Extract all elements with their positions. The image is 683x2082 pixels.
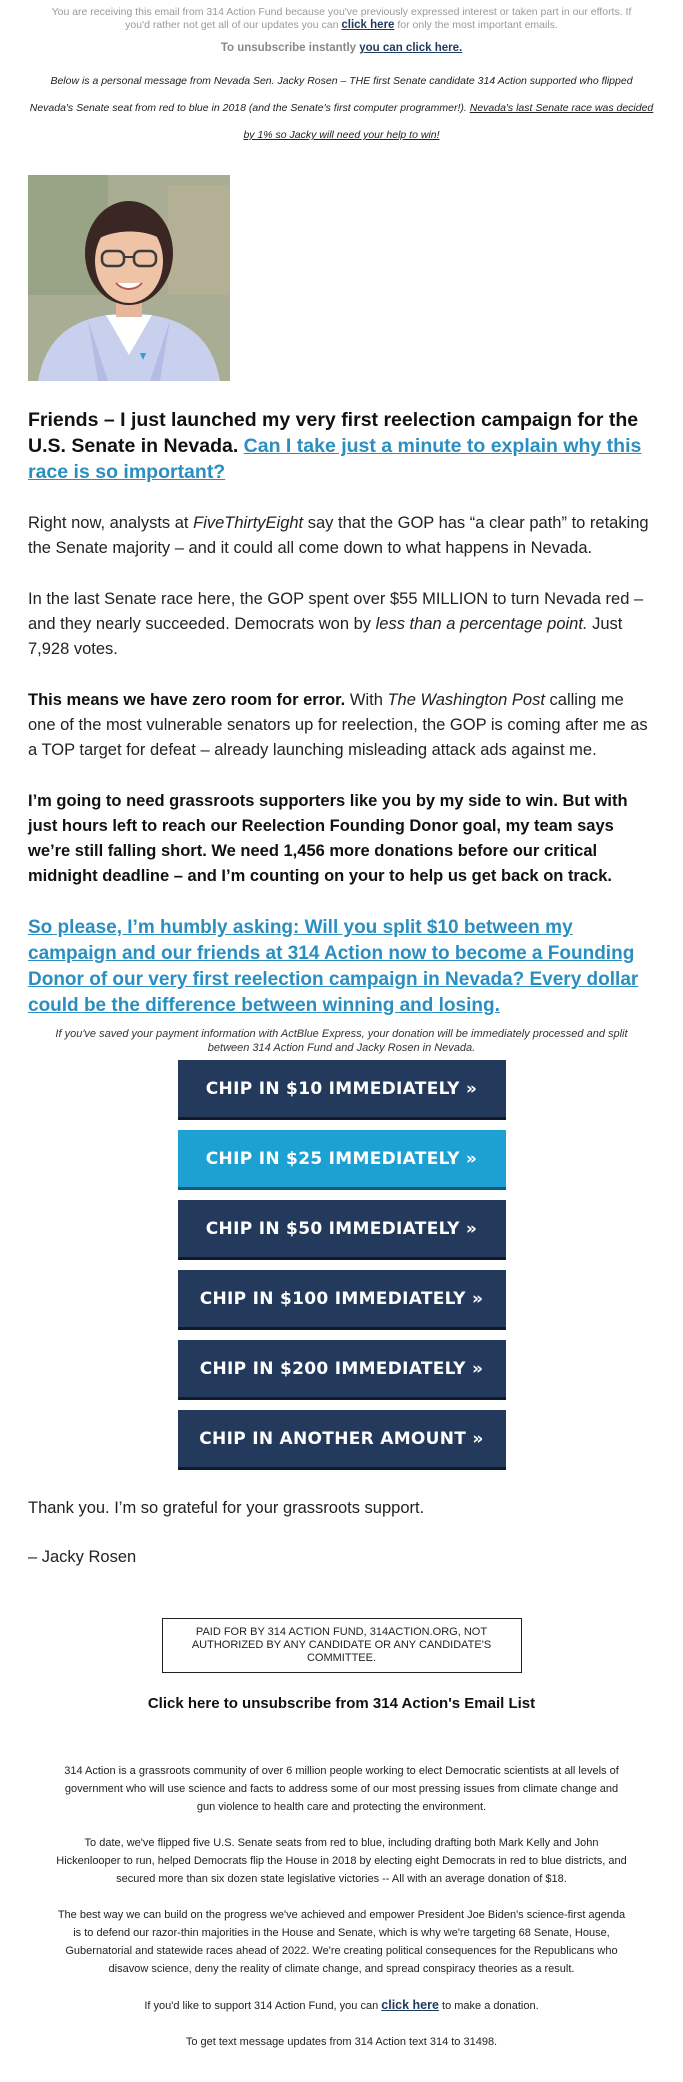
unsubscribe-link[interactable]: you can click here.	[359, 42, 463, 54]
intro-message	[0, 68, 683, 149]
important-emails-link[interactable]: click here	[341, 19, 395, 31]
footer-plan: The best way we can build on the progress we've achieved and empower President Joe Biden's science-first agenda is to defend our razor-thin majorities in the House and Senate, which is why we're targeting 68 Senate, House, Gubernatorial and statewide races ahead of 2022. We're creating political consequences for the Republicans who disavow science, deny the reality of climate change, and spread conspiracy theories as a result.	[57, 1909, 626, 1975]
lead-paragraph	[28, 407, 655, 485]
chip-in-50-button[interactable]: CHIP IN $50 IMMEDIATELY »	[178, 1200, 506, 1260]
footer-support-text-a: If you'd like to support 314 Action Fund, you can	[144, 2000, 379, 2012]
donation-buttons	[0, 1060, 683, 1470]
footer-support-text-b: to make a donation.	[442, 2000, 539, 2012]
notice-suffix: for only the most important emails.	[397, 19, 558, 31]
p3-emphasis: less than a percentage point.	[375, 615, 588, 633]
p3-text-b: Just 7,928 votes.	[28, 615, 623, 658]
chip-in-other-button[interactable]: CHIP IN ANOTHER AMOUNT »	[178, 1410, 506, 1470]
signature: – Jacky Rosen	[28, 1548, 137, 1566]
p2-emphasis: FiveThirtyEight	[193, 514, 304, 532]
lead-bold: Friends – I just launched my very first reelection campaign for the U.S. Senate in Nevada.	[28, 409, 639, 457]
p2-text-a: Right now, analysts at	[28, 514, 189, 532]
lead-link[interactable]: Can I take just a minute to explain why this race is so important?	[28, 435, 642, 483]
paragraph-grassroots: I’m going to need grassroots supporters like you by my side to win. But with just hours left to reach our Reelection Founding Donor goal, my team says we’re still falling short. We need 1,456 more donations before our critical midnight deadline – and I’m counting on your to help us get back on track.	[28, 792, 628, 885]
subscription-notice	[0, 0, 683, 32]
notice-text: You are receiving this email from 314 Action Fund because you've previously expressed interest or taken part in our efforts. If you'd rather not get all of our updates you can	[51, 6, 632, 31]
chip-in-10-button[interactable]: CHIP IN $10 IMMEDIATELY »	[178, 1060, 506, 1120]
message-content	[0, 407, 683, 1019]
footer-text-updates: To get text message updates from 314 Action text 314 to 31498.	[185, 2036, 498, 2048]
footer-support	[56, 1996, 627, 2015]
p4-emphasis: The Washington Post	[387, 691, 545, 709]
intro-text: Below is a personal message from Nevada Sen. Jacky Rosen – THE first Senate candidate 314 Action supported who flipped Nevada's Senate seat from red to blue in 2018 (and the Senate's first computer programmer!).	[29, 75, 633, 114]
p4-text-a: With	[349, 691, 383, 709]
intro-link[interactable]: Nevada's last Senate race was decided by 1% so Jacky will need your help to win!	[243, 102, 654, 141]
p3-text-a: In the last Senate race here, the GOP spent over $55 MILLION to turn Nevada red – and they nearly succeeded. Democrats won by	[28, 590, 644, 633]
chip-in-200-button[interactable]: CHIP IN $200 IMMEDIATELY »	[178, 1340, 506, 1400]
paragraph-analysts	[28, 511, 655, 561]
candidate-photo	[28, 175, 230, 381]
p4-bold: This means we have zero room for error.	[28, 691, 346, 709]
chip-in-100-button[interactable]: CHIP IN $100 IMMEDIATELY »	[178, 1270, 506, 1330]
portrait-illustration	[28, 175, 230, 381]
unsubscribe-list-link[interactable]: Click here to unsubscribe from 314 Action's Email List	[147, 1695, 536, 1712]
chip-in-25-button[interactable]: CHIP IN $25 IMMEDIATELY »	[178, 1130, 506, 1190]
donation-ask-link[interactable]: So please, I’m humbly asking: Will you split $10 between my campaign and our friends at 314 Action now to become a Founding Donor of our very first reelection campaign in Nevada? Every dollar could be the difference between winning and losing.	[28, 917, 639, 1016]
donation-ask	[28, 915, 655, 1019]
unsubscribe-notice	[0, 42, 683, 54]
actblue-express-note: If you've saved your payment information with ActBlue Express, your donation will be immediately processed and split between 314 Action Fund and Jacky Rosen in Nevada.	[55, 1028, 628, 1054]
closing-section	[0, 1496, 683, 1570]
footer-record: To date, we've flipped five U.S. Senate seats from red to blue, including drafting both Mark Kelly and John Hickenlooper to run, helped Democrats flip the House in 2018 by electing eight Democrats in red to blue districts, and secured more than six dozen state legislative victories -- All with an average donation of $18.	[56, 1837, 627, 1885]
unsubscribe-text: To unsubscribe instantly	[220, 42, 357, 54]
paragraph-zero-room	[28, 688, 655, 763]
footer	[0, 1762, 683, 2051]
paragraph-last-race	[28, 587, 655, 662]
paid-for-disclaimer: PAID FOR BY 314 ACTION FUND, 314ACTION.ORG, NOT AUTHORIZED BY ANY CANDIDATE OR ANY CANDIDATE'S COMMITTEE.	[162, 1618, 522, 1673]
footer-about: 314 Action is a grassroots community of over 6 million people working to elect Democratic scientists at all levels of government who will use science and facts to address some of our most pressing issues from climate change and gun violence to health care and protecting the environment.	[64, 1765, 619, 1813]
p4-text-b: calling me one of the most vulnerable senators up for reelection, the GOP is coming after me as a TOP target for defeat – already launching misleading attack ads against me.	[28, 691, 648, 759]
donate-link[interactable]: click here	[381, 1998, 439, 2012]
p2-text-b: say that the GOP has “a clear path” to retaking the Senate majority – and it could all come down to what happens in Nevada.	[28, 514, 649, 557]
thank-you: Thank you. I’m so grateful for your grassroots support.	[28, 1499, 425, 1517]
